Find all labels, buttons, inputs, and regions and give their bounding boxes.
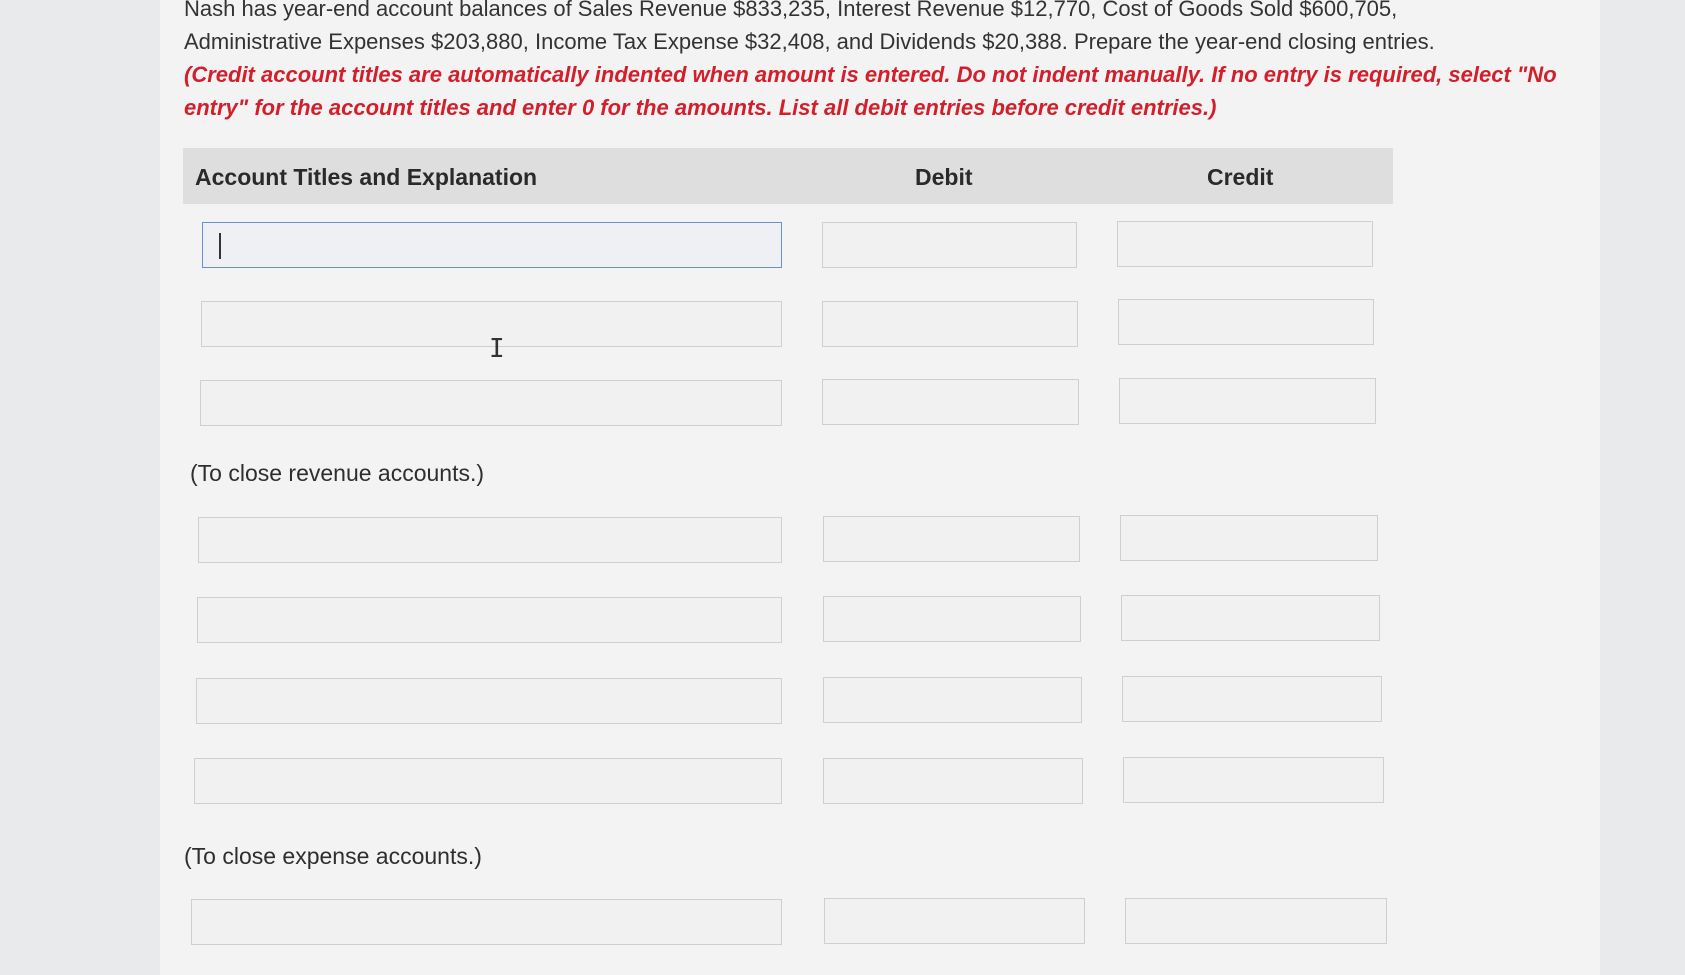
header-credit: Credit <box>1207 164 1274 190</box>
account-title-input-4[interactable] <box>198 517 782 563</box>
debit-input-8[interactable] <box>824 898 1085 944</box>
page-background <box>160 0 1600 975</box>
debit-input-6[interactable] <box>823 677 1082 723</box>
account-title-input-5[interactable] <box>197 597 782 643</box>
debit-input-2[interactable] <box>822 301 1078 347</box>
debit-input-7[interactable] <box>823 758 1083 804</box>
credit-input-8[interactable] <box>1125 898 1387 944</box>
account-title-input-1[interactable] <box>202 222 782 268</box>
credit-input-4[interactable] <box>1120 515 1378 561</box>
header-debit: Debit <box>915 164 973 190</box>
account-title-input-3[interactable] <box>200 380 782 426</box>
header-account-titles: Account Titles and Explanation <box>195 164 538 190</box>
question-text <box>184 0 1564 124</box>
credit-input-5[interactable] <box>1121 595 1380 641</box>
credit-input-6[interactable] <box>1122 676 1382 722</box>
debit-input-5[interactable] <box>823 596 1081 642</box>
account-title-input-8[interactable] <box>191 899 782 945</box>
account-title-input-7[interactable] <box>194 758 782 804</box>
credit-input-2[interactable] <box>1118 299 1374 345</box>
question-line-2: Administrative Expenses $203,880, Income Tax Expense $32,408, and Dividends $20,388. Prepare the year-end closing entries. <box>184 29 1435 54</box>
account-title-input-6[interactable] <box>196 678 782 724</box>
credit-input-7[interactable] <box>1123 757 1384 803</box>
credit-input-1[interactable] <box>1117 221 1373 267</box>
debit-input-4[interactable] <box>823 516 1080 562</box>
revenue-entry-explanation: (To close revenue accounts.) <box>190 460 485 486</box>
text-cursor-icon: I <box>489 334 505 364</box>
text-caret <box>219 233 221 259</box>
credit-input-3[interactable] <box>1119 378 1376 424</box>
expense-entry-explanation: (To close expense accounts.) <box>184 843 482 869</box>
question-line-1: Nash has year-end account balances of Sales Revenue $833,235, Interest Revenue $12,770, Cost of Goods Sold $600,705, <box>184 0 1398 21</box>
debit-input-3[interactable] <box>822 379 1079 425</box>
question-instructions: (Credit account titles are automatically indented when amount is entered. Do not indent manually. If no entry is required, select "No entry" for the account titles and enter 0 for the amounts. List all debit entries before credit entries.) <box>184 62 1557 120</box>
journal-table-header <box>183 148 1393 204</box>
debit-input-1[interactable] <box>822 222 1077 268</box>
